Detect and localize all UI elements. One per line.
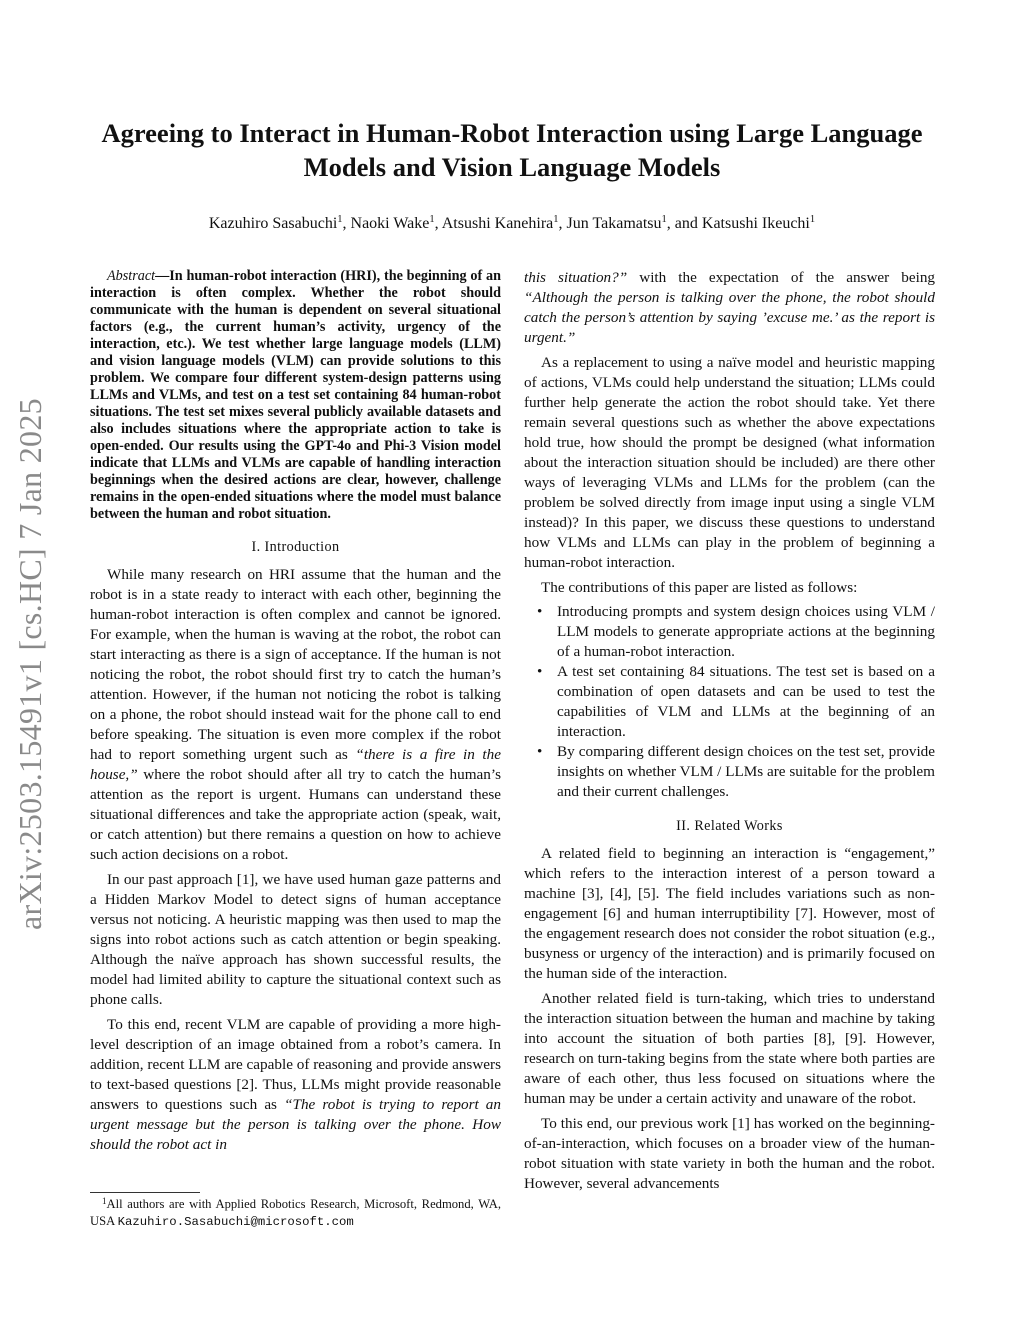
list-item <box>524 662 935 742</box>
arxiv-identifier-stamp: arXiv:2503.15491v1 [cs.HC] 7 Jan 2025 <box>12 398 48 930</box>
abstract: Abstract—In human-robot interaction (HRI), the beginning of an interaction is often complex. Whether the robot should communicate with the human is dependent on several situational factors (e.g., the current human’s activity, urgency of the interaction, etc.). We test whether large language models (LLM) and vision language models (VLM) can provide solutions to this problem. We compare four different system-design patterns using LLMs and VLMs, and test on a test set containing 84 human-robot situations. The test set mixes several publicly available datasets and also includes situations where the appropriate action to take is open-ended. Our results using the GPT-4o and Phi-3 Vision model indicate that LLMs and VLMs are capable of handling interaction beginnings when the desired actions are clear, however, challenge remains in the open-ended situations where the model must balance between the human and robot situation. <box>90 268 501 522</box>
bullet-icon: • <box>537 663 543 680</box>
author-name: Kazuhiro Sasabuchi <box>208 215 338 232</box>
footnote-mark: 1 <box>102 1196 107 1206</box>
continuation-answer-quote: “Although the person is talking over the phone, the robot should catch the person’s attention by saying ’excuse me.’ as the report is urgent.” <box>524 289 935 346</box>
author-name: Atsushi Kanehira <box>441 215 554 232</box>
intro-continuation <box>524 268 935 348</box>
affiliation-mark: 1 <box>809 214 816 225</box>
author-name: Katsushi Ikeuchi <box>701 215 810 232</box>
contribution-text: By comparing different design choices on the test set, provide insights on whether VLM / LLMs are suitable for the problem and their current challenges. <box>557 743 935 800</box>
list-item <box>524 742 935 802</box>
related-paragraph-3: To this end, our previous work [1] has worked on the beginning-of-an-interaction, which focuses on a broader view of the human-robot situation with state variety in both the human and the robot. However, several advancements <box>524 1115 935 1192</box>
author-email: Kazuhiro.Sasabuchi@microsoft.com <box>117 1215 354 1229</box>
affiliation-mark: 1 <box>661 214 667 225</box>
intro-paragraph-4: As a replacement to using a naïve model and heuristic mapping of actions, VLMs could help understand the situation; LLMs could further help generate the action the robot should take. Yet there remain several questions such as whether the above expectations hold true, how should the prompt be designed (what information about the interaction situation should be included) are there other ways of leveraging VLMs and LLMs for the problem (can the problem be solved directly from image input using a single VLM instead)? In this paper, we discuss these questions to understand how VLMs and LLMs can play in the problem of beginning a human-robot interaction. <box>524 354 935 571</box>
list-item <box>524 602 935 662</box>
intro-p1-text-b: where the robot should after all try to catch the human’s attention as the report is urgent. Humans can understand these situational differences and take the appropriate action (speak, wait, or catch attention) but there remains a question on how to achieve such action decisions on a robot. <box>90 766 501 863</box>
continuation-text: with the expectation of the answer being <box>627 269 936 286</box>
title-block <box>90 116 934 234</box>
abstract-text: In human-robot interaction (HRI), the beginning of an interaction is often complex. Whether the robot should communicate with the human is dependent on several situational factors (e.g., the current human’s activity, urgency of the interaction, etc.). We test whether large language models (LLM) and vision language models (VLM) can provide solutions to this problem. We compare four different system-design patterns using LLMs and VLMs, and test on a test set containing 84 human-robot situations. The test set mixes several publicly available datasets and also includes situations where the appropriate action to take is open-ended. Our results using the GPT-4o and Phi-3 Vision model indicate that LLMs and VLMs are capable of handling interaction beginnings when the desired actions are clear, however, challenge remains in the open-ended situations where the model must balance between the human and robot situation. <box>90 268 501 522</box>
left-column <box>90 268 501 1160</box>
affiliation-mark: 1 <box>429 214 435 225</box>
contributions-list <box>524 602 935 802</box>
affiliation-mark: 1 <box>337 214 343 225</box>
intro-paragraph-3 <box>90 1015 501 1155</box>
contribution-text: Introducing prompts and system design choices using VLM / LLM models to generate appropriate actions at the beginning of a human-robot interaction. <box>557 603 935 660</box>
intro-p1-quote: “there is a fire in the house,” <box>90 746 501 783</box>
continuation-quote-end: this situation?” <box>524 269 628 286</box>
paper-title: Agreeing to Interact in Human-Robot Interaction using Large Language Models and Vision Language Models <box>101 118 923 182</box>
related-paragraph-1: A related field to beginning an interaction is “engagement,” which refers to the interaction interest of a person toward a machine [3], [4], [5]. The field includes variations such as non-engagement [6] and human interruptibility [7]. However, most of the engagement research does not consider the robot situation (e.g., busyness or urgency of the interaction) and is primarily focused on the human side of the interaction. <box>524 845 935 982</box>
author-conjunction: and <box>674 215 698 232</box>
footnote-rule <box>90 1192 200 1193</box>
author-name: Naoki Wake <box>350 215 430 232</box>
intro-paragraph-2: In our past approach [1], we have used human gaze patterns and a Hidden Markov Model to detect signs of human acceptance versus not noticing. A heuristic mapping was then used to map the signs into robot actions such as catch attention or begin speaking. Although the naïve approach has shown successful results, the model had limited ability to capture the situational context such as phone calls. <box>90 871 501 1008</box>
contribution-text: A test set containing 84 situations. The test set is based on a combination of open datasets and can be used to test the capabilities of VLM and LLMs at the beginning of an interaction. <box>557 663 935 740</box>
footnote-text: All authors are with Applied Robotics Research, Microsoft, Redmond, WA, USA <box>90 1197 501 1228</box>
section-heading-introduction: I. Introduction <box>251 539 340 555</box>
abstract-label: Abstract <box>107 268 156 284</box>
bullet-icon: • <box>537 603 543 620</box>
intro-p3-text: To this end, recent VLM are capable of providing a more high-level description of an image obtained from a robot’s camera. In addition, recent LLM are capable of reasoning and provide answers to text-based questions [2]. Thus, LLMs might provide reasonable answers to questions such as <box>90 1016 501 1113</box>
footnote <box>90 1196 501 1231</box>
right-column <box>524 268 935 1199</box>
author-name: Jun Takamatsu <box>566 215 662 232</box>
intro-p1-text-a: While many research on HRI assume that the human and the robot is in a state ready to interact with each other, beginning the human-robot interaction is often complex and cannot be ignored. For example, when the human is waving at the robot, the robot can start interacting as there is a sign of acceptance. If the human is not noticing the robot, the robot should first try to catch the human’s attention. However, if the human not noticing the robot is talking on a phone, the robot should instead wait for the phone call to end before speaking. The situation is even more complex if the robot had to report something urgent such as <box>90 566 501 763</box>
bullet-icon: • <box>537 743 543 760</box>
contributions-intro: The contributions of this paper are listed as follows: <box>541 579 858 596</box>
affiliation-mark: 1 <box>553 214 559 225</box>
section-heading-related-works: II. Related Works <box>676 818 783 834</box>
intro-paragraph-1 <box>90 565 501 865</box>
author-list: Kazuhiro Sasabuchi$^1$, Naoki Wake$^1$, Atsushi Kanehira$^1$, Jun Takamatsu$^1$, and Katsushi Ikeuchi$^1$ <box>208 214 816 232</box>
related-paragraph-2: Another related field is turn-taking, which tries to understand the interaction situation between the human and machine by taking into account the situation of both parties [8], [9]. However, research on turn-taking begins from the state where both parties are aware of each other, thus less focused on situations where the human may be under a certain activity and unaware of the robot. <box>524 990 935 1107</box>
intro-p3-quote: “The robot is trying to report an urgent message but the person is talking over the phone. How should the robot act in <box>90 1096 501 1153</box>
